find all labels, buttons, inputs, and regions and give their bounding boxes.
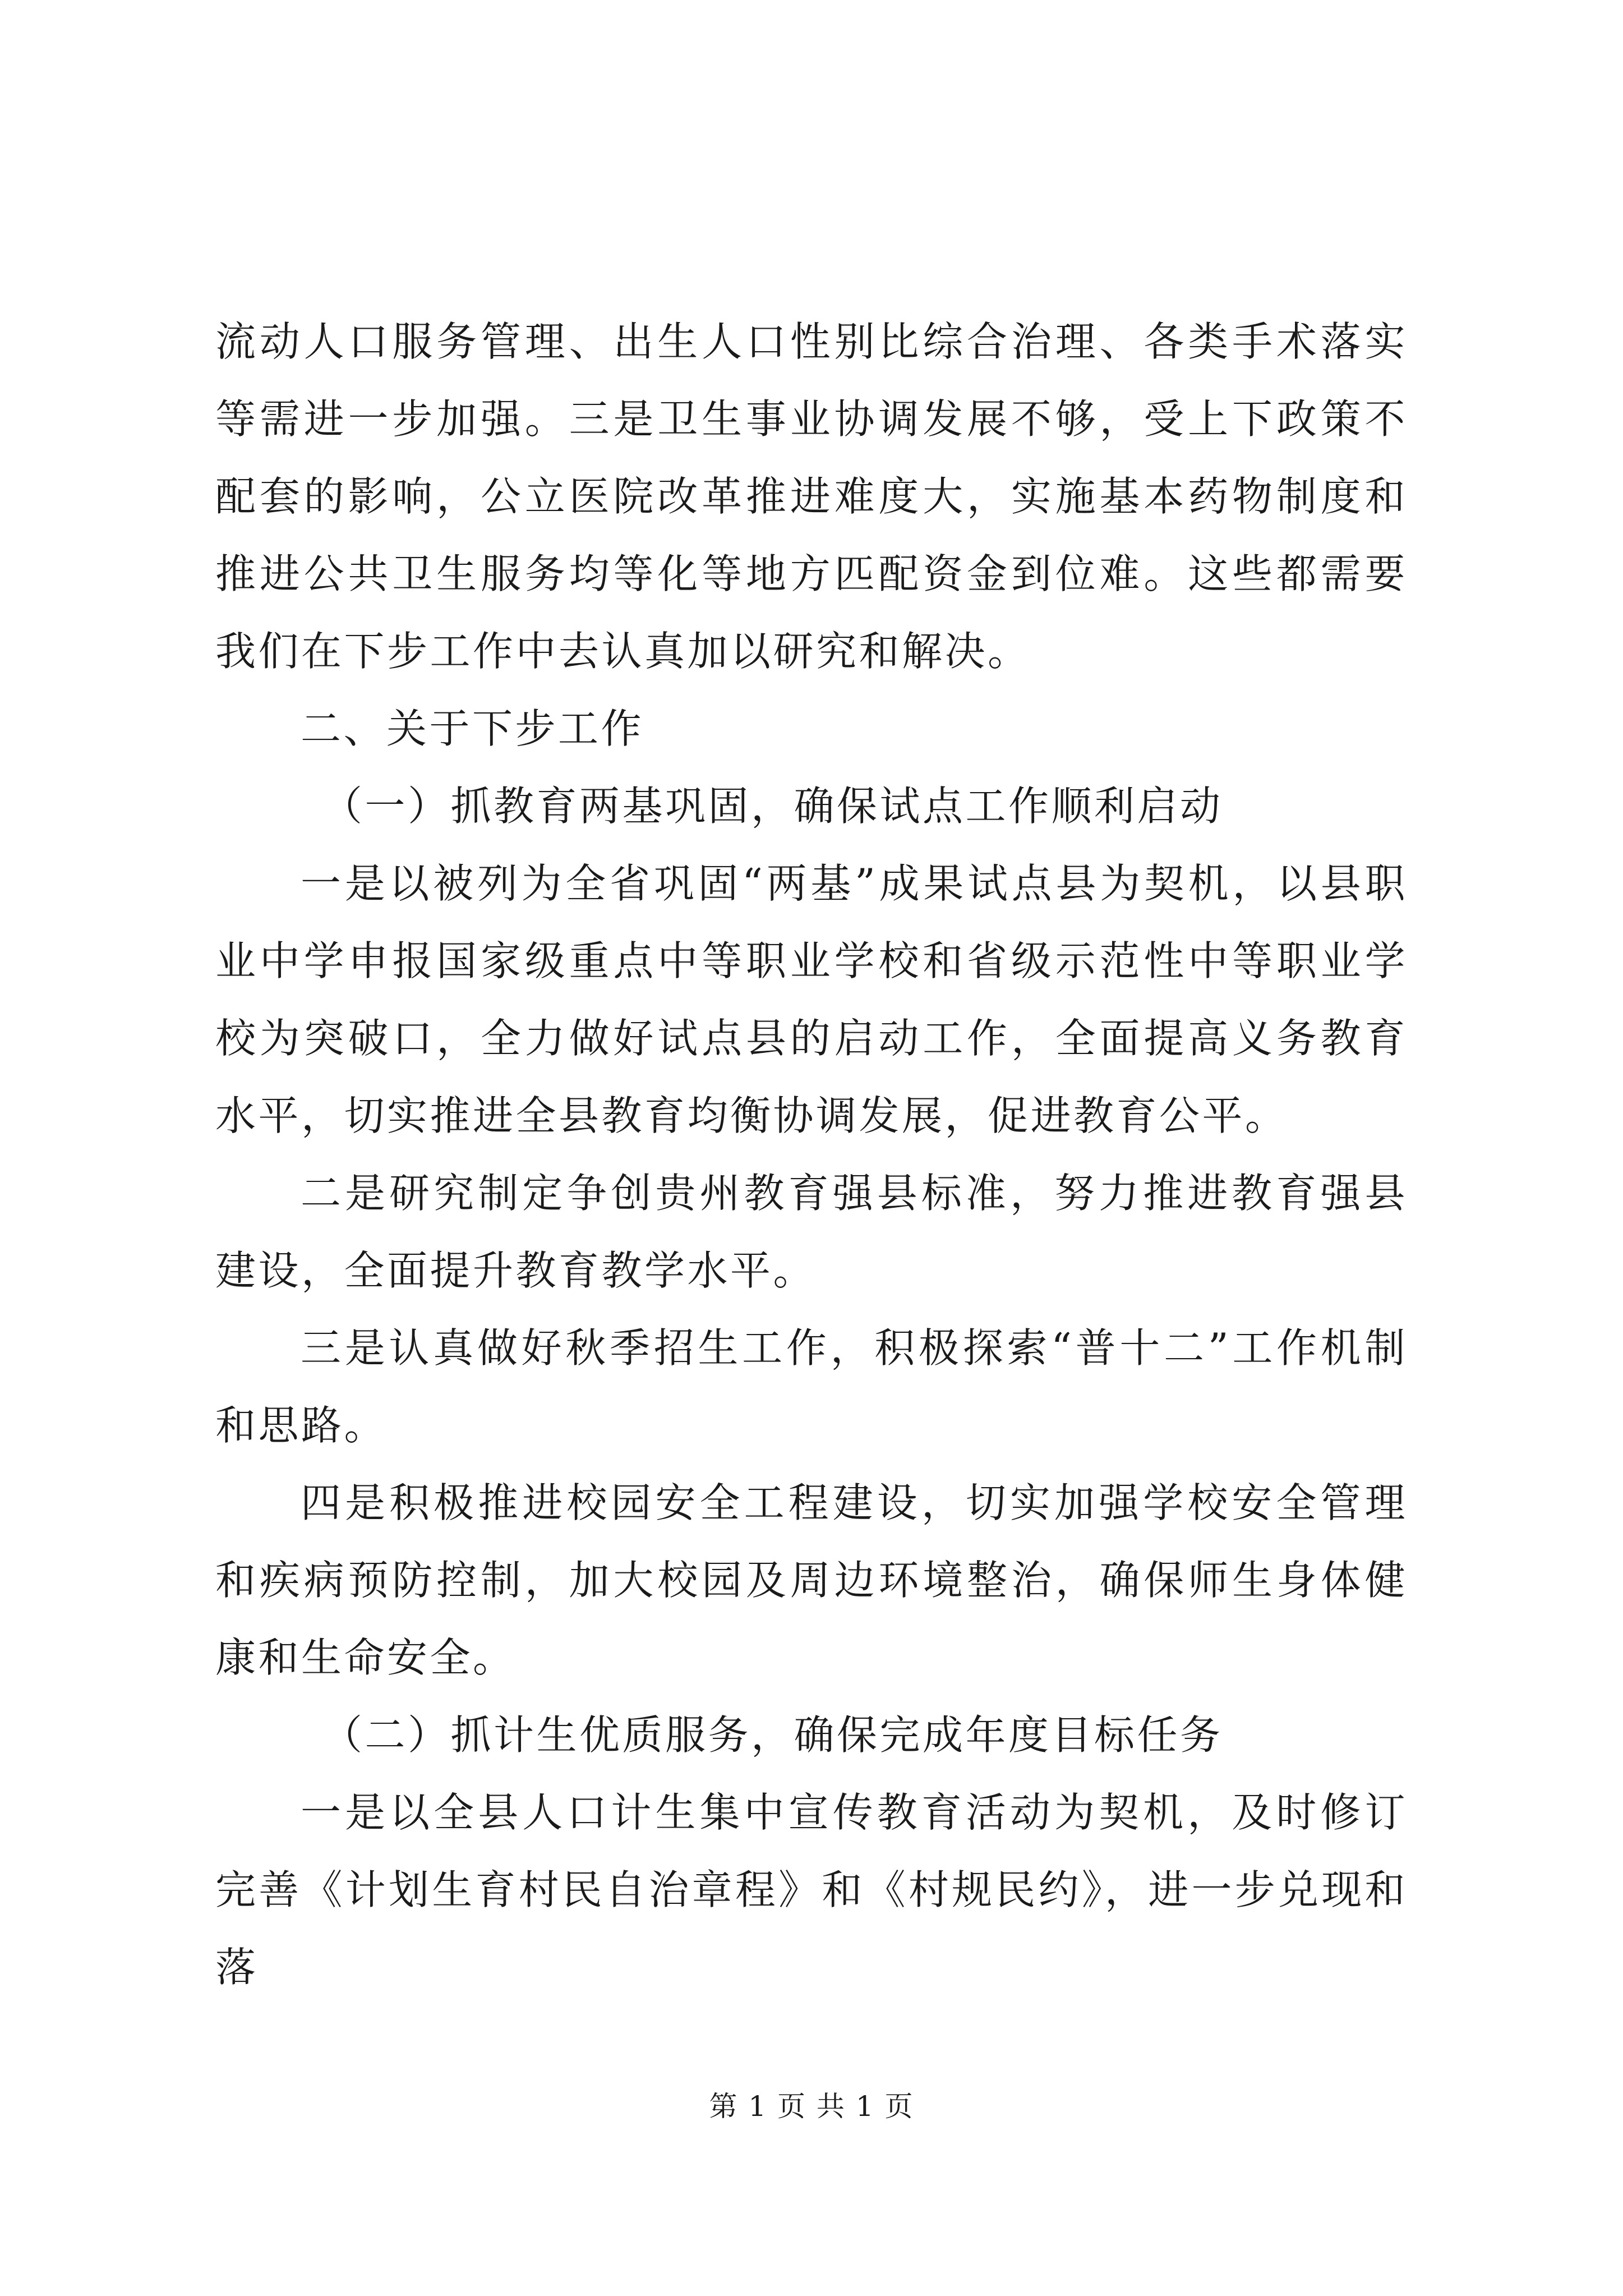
document-body (215, 303, 1408, 2006)
section-heading: 二、关于下步工作 (301, 705, 644, 752)
page-number-footer: 第 1 页 共 1 页 (709, 2090, 914, 2123)
paragraph-continuation: 流动人口服务管理、出生人口性别比综合治理、各类手术落实等需进一步加强。三是卫生事业协调发展不够，受上下政策不配套的影响，公立医院改革推进难度大，实施基本药物制度和推进公共卫生服务均等化等地方匹配资金到位难。这些都需要我们在下步工作中去认真加以研究和解决。 (215, 318, 1408, 675)
subsection-heading-2: （二）抓计生优质服务，确保完成年度目标任务 (322, 1711, 1223, 1759)
paragraph-item-5: 一是以全县人口计生集中宣传教育活动为契机，及时修订完善《计划生育村民自治章程》和《村规民约》，进一步兑现和落 (215, 1789, 1408, 1991)
paragraph-item-1: 一是以被列为全省巩固“两基”成果试点县为契机，以县职业中学申报国家级重点中等职业学校和省级示范性中等职业学校为突破口，全力做好试点县的启动工作，全面提高义务教育水平，切实推进全县教育均衡协调发展，促进教育公平。 (215, 860, 1408, 1139)
paragraph-item-3: 三是认真做好秋季招生工作，积极探索“普十二”工作机制和思路。 (215, 1324, 1408, 1449)
paragraph-item-2: 二是研究制定争创贵州教育强县标准，努力推进教育强县建设，全面提升教育教学水平。 (215, 1170, 1408, 1294)
subsection-heading-1: （一）抓教育两基巩固，确保试点工作顺利启动 (322, 783, 1223, 830)
paragraph-item-4: 四是积极推进校园安全工程建设，切实加强学校安全管理和疾病预防控制，加大校园及周边环境整治，确保师生身体健康和生命安全。 (215, 1479, 1408, 1681)
